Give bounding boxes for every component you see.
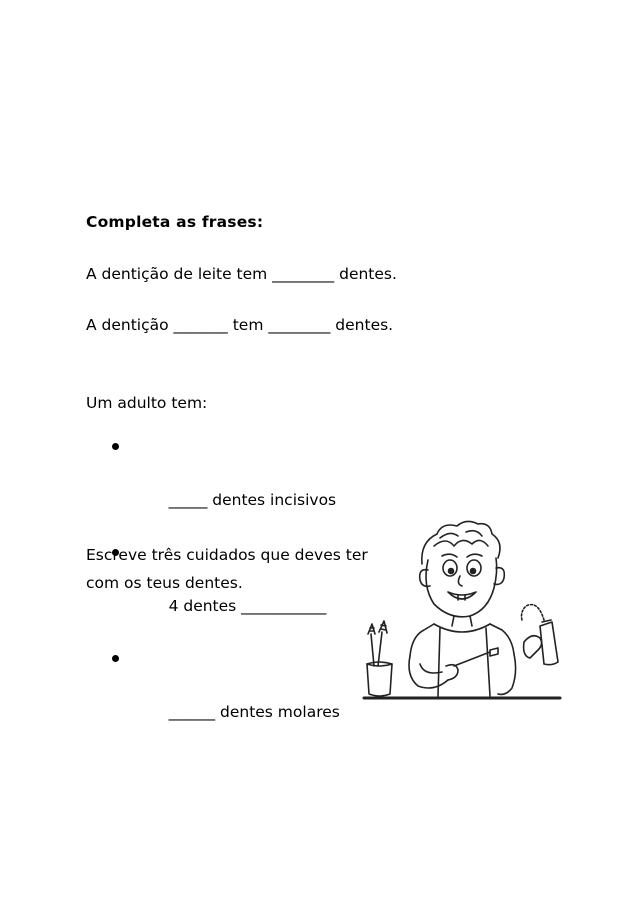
- adult-teeth-intro: Um adulto tem:: [86, 394, 208, 412]
- fill-in-sentence-milk-teeth: A dentição de leite tem ________ dentes.: [86, 265, 397, 283]
- shirt-icon: [410, 616, 514, 696]
- list-item-text: 4 dentes ___________: [168, 597, 327, 615]
- list-item: [112, 646, 340, 752]
- care-instruction-line-2: com os teus dentes.: [86, 574, 243, 592]
- hair-icon: [422, 521, 500, 564]
- bullet-icon: [112, 655, 119, 662]
- adult-teeth-list: [112, 434, 340, 752]
- worksheet-heading: Completa as frases:: [86, 213, 264, 231]
- toothbrush-icon: [368, 621, 387, 666]
- arm-with-toothpaste-icon: [498, 605, 558, 695]
- care-instruction-line-1: Escreve três cuidados que deves ter: [86, 546, 368, 564]
- child-brushing-teeth-illustration: [362, 516, 562, 706]
- fill-in-sentence-dentition: A dentição _______ tem ________ dentes.: [86, 316, 394, 334]
- list-item-text: _____ dentes incisivos: [168, 491, 337, 509]
- toothpaste-tube: [540, 622, 558, 665]
- bullet-icon: [112, 443, 119, 450]
- list-item: [112, 434, 340, 540]
- arm-with-toothbrush-icon: [409, 648, 498, 688]
- list-item-text: ______ dentes molares: [168, 703, 340, 721]
- face-icon: [420, 554, 505, 617]
- cup-icon: [367, 662, 392, 696]
